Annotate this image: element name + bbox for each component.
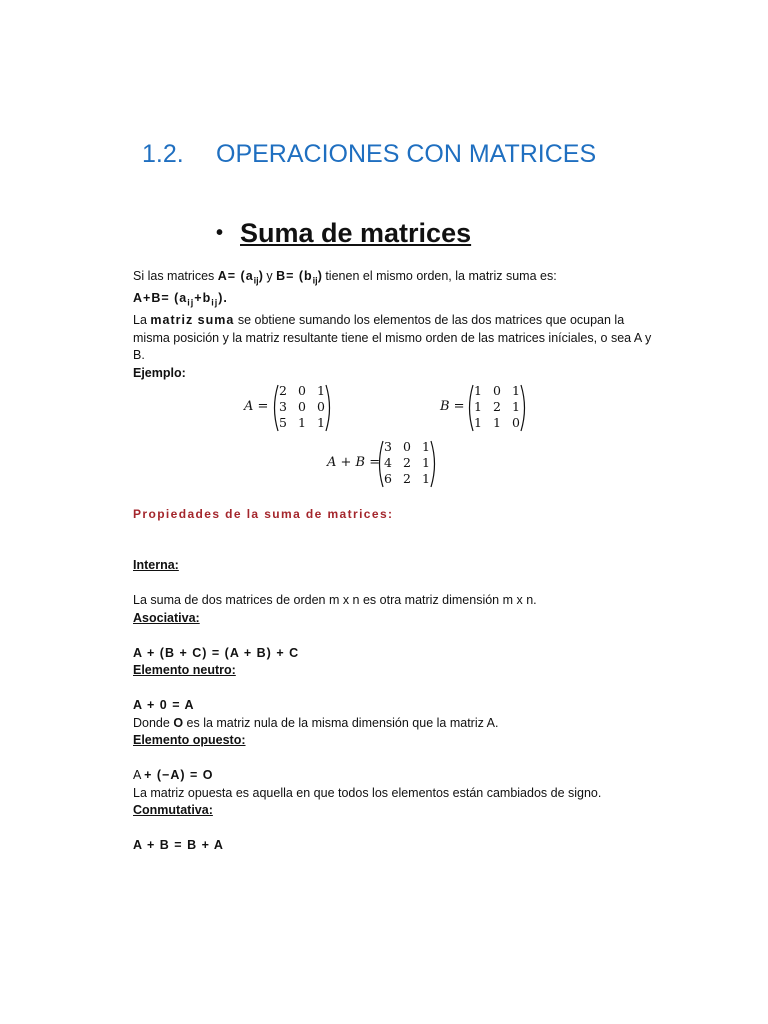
- section-heading: [142, 140, 596, 169]
- matrix-b-label: B =: [440, 399, 465, 414]
- matrix-cell: 0: [493, 383, 501, 398]
- prop-opuesto-text: La matriz opuesta es aquella en que todos los elementos están cambiados de signo.: [133, 785, 602, 800]
- matrix-cell: 5: [279, 415, 287, 430]
- matrix-cell: 1: [422, 455, 430, 470]
- matrix-cell: 0: [403, 439, 411, 454]
- subscript: ij: [312, 275, 318, 286]
- matrix-cell: 1: [474, 383, 482, 398]
- section-number: 1.2.: [142, 140, 184, 168]
- sum-def-text: ).: [218, 291, 228, 305]
- subsection-heading: [216, 218, 471, 249]
- matrix-cell: 0: [512, 415, 520, 430]
- matrix-cell: 1: [512, 383, 520, 398]
- subscript: ij: [211, 297, 219, 308]
- prop-neutro-heading: Elemento neutro:: [133, 663, 236, 677]
- prop-asociativa-heading: Asociativa:: [133, 610, 200, 625]
- matrix-cell: 1: [317, 415, 325, 430]
- properties-section: [133, 557, 653, 855]
- matrix-b-def: B= (b: [276, 269, 313, 283]
- sum-def-text: +b: [194, 291, 212, 305]
- matrix-sum: [376, 439, 438, 489]
- matrix-cell: 1: [422, 471, 430, 486]
- prop-neutro-text: [133, 715, 653, 733]
- intro-text: La: [133, 313, 151, 327]
- matrix-cell: 3: [279, 399, 287, 414]
- matrix-sum-label: A + B =: [327, 455, 381, 470]
- matrix-cell: 0: [298, 383, 306, 398]
- bullet-icon: •: [216, 222, 224, 244]
- properties-title: Propiedades de la suma de matrices:: [133, 507, 394, 521]
- intro-line-1: [133, 268, 653, 290]
- properties-title-block: [133, 506, 653, 524]
- opuesto-rest: + (−A) = O: [144, 768, 214, 782]
- zero-matrix-symbol: O: [173, 715, 184, 730]
- prop-interna-text: La suma de dos matrices de orden m x n es otra matriz dimensión m x n.: [133, 593, 537, 607]
- matrix-cell: 2: [403, 471, 411, 486]
- intro-paragraph: [133, 268, 653, 382]
- matrix-cell: 1: [474, 415, 482, 430]
- matrix-b: [466, 383, 528, 433]
- prop-asociativa-formula: A + (B + C) = (A + B) + C: [133, 645, 300, 660]
- matrix-cell: 1: [298, 415, 306, 430]
- prop-opuesto-formula: [133, 767, 653, 785]
- matrix-a: [271, 383, 333, 433]
- paren: ): [258, 269, 263, 283]
- paren: ): [317, 269, 322, 283]
- matrix-cell: 2: [279, 383, 287, 398]
- matrix-cell: 0: [317, 399, 325, 414]
- prop-conmutativa-formula: A + B = B + A: [133, 838, 224, 852]
- matrix-a-def: A= (a: [217, 269, 254, 283]
- matriz-suma-term: matriz suma: [150, 313, 235, 327]
- opuesto-a: A: [133, 768, 145, 782]
- matrix-cell: 6: [384, 471, 392, 486]
- prop-neutro-formula: A + 0 = A: [133, 698, 195, 712]
- matrix-cell: 3: [384, 439, 392, 454]
- matrix-a-label: A =: [244, 399, 269, 414]
- matrix-cell: 0: [298, 399, 306, 414]
- neutro-text: es la matriz nula de la misma dimensión que la matriz A.: [183, 715, 499, 730]
- subscript: ij: [253, 275, 259, 286]
- intro-text: tienen el mismo orden, la matriz suma es:: [321, 269, 557, 283]
- matrix-cell: 1: [422, 439, 430, 454]
- conjunction: y: [262, 269, 277, 283]
- subsection-title: Suma de matrices: [240, 218, 472, 248]
- matrix-cell: 2: [403, 455, 411, 470]
- matrix-cell: 4: [384, 455, 392, 470]
- intro-line-3: [133, 312, 653, 365]
- prop-conmutativa-heading: Conmutativa:: [133, 803, 213, 817]
- sum-definition: [133, 290, 653, 312]
- section-title: OPERACIONES CON MATRICES: [216, 140, 597, 168]
- prop-interna-heading: Interna:: [133, 558, 179, 572]
- matrix-cell: 1: [493, 415, 501, 430]
- matrix-cell: 1: [317, 383, 325, 398]
- neutro-text: Donde: [133, 715, 174, 730]
- matrix-cell: 1: [474, 399, 482, 414]
- subscript: ij: [187, 297, 195, 308]
- sum-def-text: A+B= (a: [133, 291, 188, 305]
- intro-text: Si las matrices: [133, 269, 218, 283]
- intro-text: se obtiene sumando los elementos de las dos matrices que ocupan la misma posición y la matriz resultante tiene el mismo orden de las matrices iníciales, o sea A y B.: [133, 313, 652, 362]
- prop-opuesto-heading: Elemento opuesto:: [133, 733, 246, 747]
- matrix-cell: 2: [493, 399, 501, 414]
- example-label: Ejemplo:: [133, 365, 186, 380]
- matrix-cell: 1: [512, 399, 520, 414]
